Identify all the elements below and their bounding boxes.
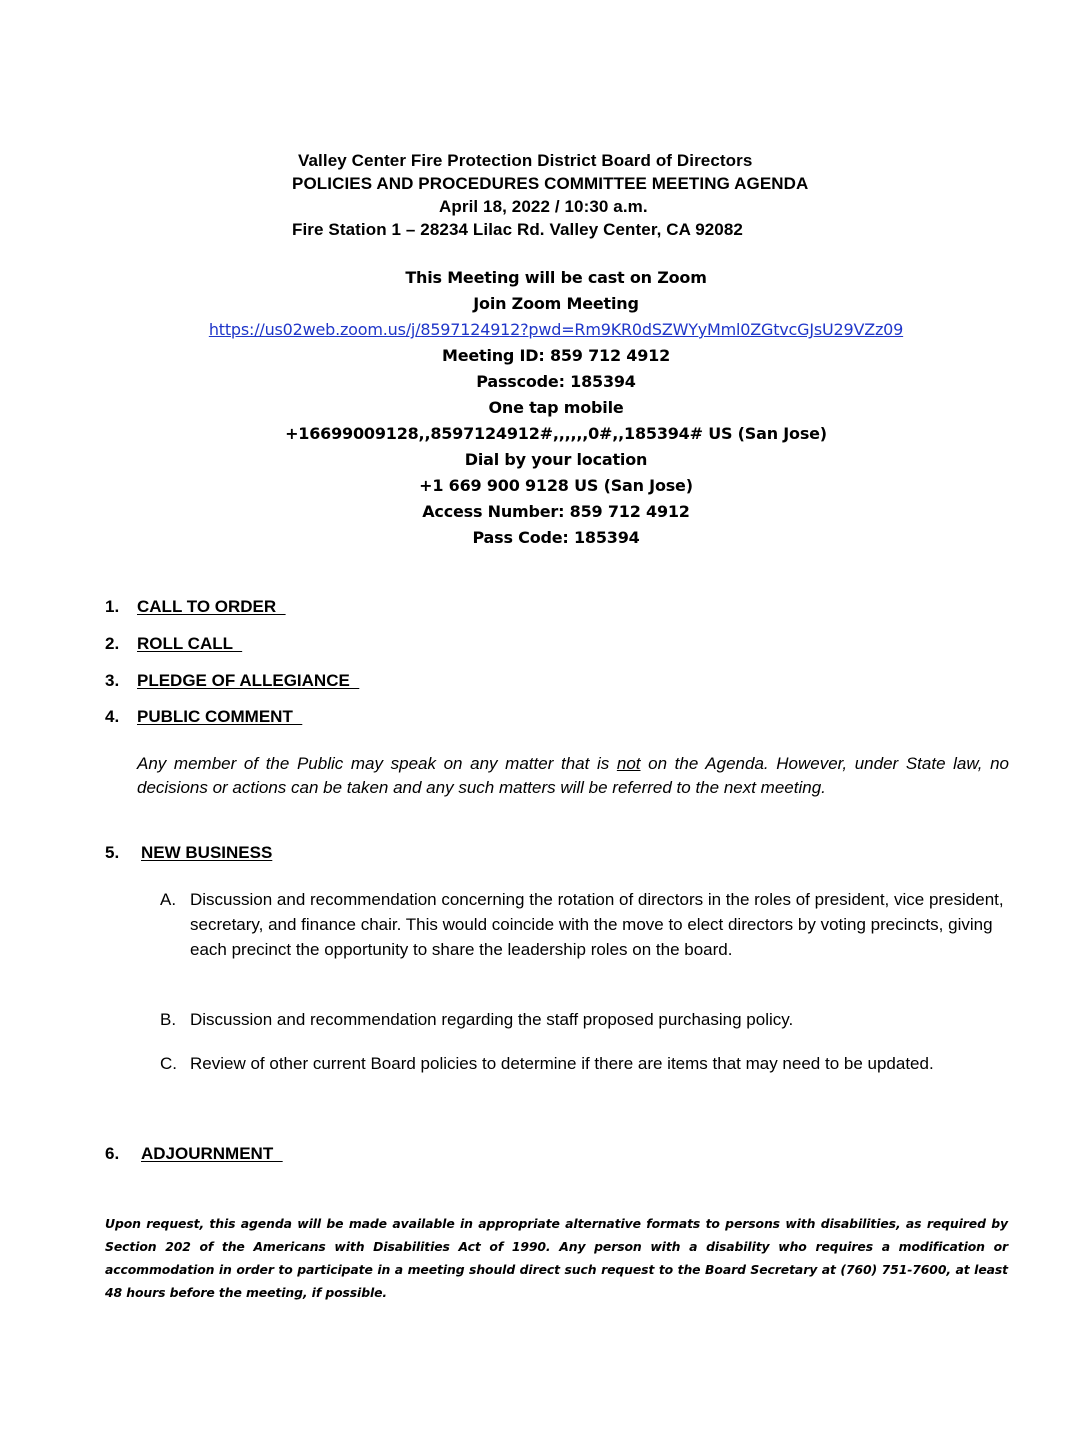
zoom-access-number: Access Number: 859 712 4912	[422, 502, 690, 521]
meeting-location: Fire Station 1 – 28234 Lilac Rd. Valley Center, CA 92082	[292, 220, 743, 239]
item-4-title: PUBLIC COMMENT	[137, 707, 303, 726]
sub-item-c-text: Review of other current Board policies to determine if there are items that may need to be updated.	[190, 1054, 934, 1073]
sub-item-c	[160, 1051, 990, 1076]
ada-notice: Upon request, this agenda will be made available in appropriate alternative formats to persons with disabilities, as required by Section 202 of the Americans with Disabilities Act of 1990. Any person with a disability who requires a modification or accommodation in order to participate in a meeting should direct such request to the Board Secretary at (760) 751-7600, at least 48 hours before the meeting, if possible.	[105, 1216, 1008, 1300]
public-comment-text-before: Any member of the Public may speak on any matter that is	[137, 754, 617, 773]
zoom-link-line	[0, 319, 1088, 341]
public-comment-text	[137, 752, 1009, 800]
sub-item-b	[160, 1007, 1020, 1032]
sub-item-b-letter: B.	[160, 1010, 177, 1029]
zoom-meeting-id: Meeting ID: 859 712 4912	[441, 346, 671, 365]
item-5-title: NEW BUSINESS	[141, 843, 273, 862]
sub-item-a	[160, 887, 1020, 962]
sub-item-c-letter: C.	[160, 1054, 177, 1073]
agenda-title: POLICIES AND PROCEDURES COMMITTEE MEETING AGENDA	[292, 174, 809, 193]
zoom-pass-code: Pass Code: 185394	[472, 528, 640, 547]
zoom-one-tap-number: +16699009128,,8597124912#,,,,,,0#,,185394# US (San Jose)	[285, 424, 827, 443]
zoom-dial-number: +1 669 900 9128 US (San Jose)	[419, 476, 693, 495]
item-1-number: 1.	[105, 597, 120, 616]
item-3-title: PLEDGE OF ALLEGIANCE	[137, 671, 360, 690]
public-comment-text-after: on the Agenda. However, under State law, no decisions or actions can be taken and any such matters will be referred to the next meeting.	[137, 754, 1009, 797]
zoom-meeting-link[interactable]: https://us02web.zoom.us/j/8597124912?pwd=Rm9KR0dSZWYyMml0ZGtvcGJsU29VZz09	[208, 320, 904, 339]
sub-item-a-letter: A.	[160, 890, 177, 909]
zoom-dial-label: Dial by your location	[464, 450, 648, 469]
zoom-cast-notice: This Meeting will be cast on Zoom	[405, 268, 707, 287]
district-name: Valley Center Fire Protection District Board of Directors	[298, 151, 753, 170]
sub-item-a-text: Discussion and recommendation concerning the rotation of directors in the roles of president, vice president, secretary, and finance chair. This would coincide with the move to elect directors by voting precincts, giving each precinct the opportunity to share the leadership roles on the board.	[190, 890, 1004, 959]
meeting-date-time: April 18, 2022 / 10:30 a.m.	[439, 197, 648, 216]
item-5-number: 5.	[105, 843, 120, 862]
item-3-number: 3.	[105, 671, 120, 690]
zoom-passcode: Passcode: 185394	[476, 372, 636, 391]
item-2-number: 2.	[105, 634, 120, 653]
item-6-title: ADJOURNMENT	[141, 1144, 283, 1163]
public-comment-emphasis: not	[616, 754, 641, 773]
item-2-title: ROLL CALL	[137, 634, 243, 653]
zoom-join-label: Join Zoom Meeting	[473, 294, 639, 313]
zoom-one-tap-label: One tap mobile	[488, 398, 624, 417]
item-1-title: CALL TO ORDER	[137, 597, 286, 616]
sub-item-b-text: Discussion and recommendation regarding the staff proposed purchasing policy.	[190, 1010, 794, 1029]
item-4-number: 4.	[105, 707, 120, 726]
item-6-number: 6.	[105, 1144, 120, 1163]
